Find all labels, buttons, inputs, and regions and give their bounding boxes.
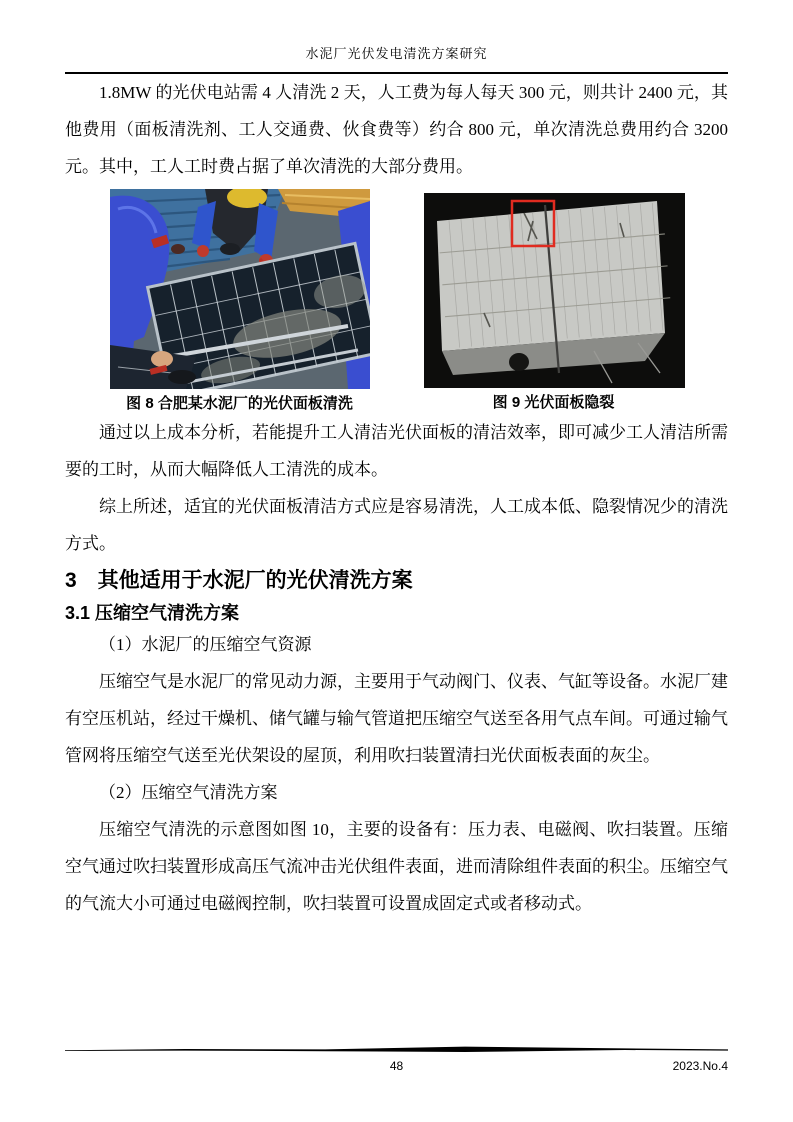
paragraph-analysis: 通过以上成本分析，若能提升工人清洁光伏面板的清洁效率，即可减少工人清洁所需要的工时，从而大幅降低人工清洗的成本。 — [65, 423, 728, 479]
list-item-2: （2）压缩空气清洗方案 — [99, 783, 278, 802]
page-content — [65, 46, 728, 922]
page-number: 48 — [389, 1059, 404, 1073]
running-head-title: 水泥厂光伏发电清洗方案研究 — [65, 46, 728, 74]
page-footer — [65, 1056, 728, 1076]
figure9-caption: 图 9 光伏面板隐裂 — [492, 394, 615, 411]
figure-8 — [110, 189, 370, 414]
paragraph-air-scheme: 压缩空气清洗的示意图如图 10，主要的设备有：压力表、电磁阀、吹扫装置。压缩空气通过吹扫装置形成高压气流冲击光伏组件表面，进而清除组件表面的积尘。压缩空气的气流大小可通过电磁阀控制，吹扫装置可设置成固定式或者移动式。 — [65, 820, 728, 913]
figure8-photo-panel-cleaning — [110, 189, 370, 389]
paragraph-air-resource: 压缩空气是水泥厂的常见动力源，主要用于气动阀门、仪表、气缸等设备。水泥厂建有空压机站，经过干燥机、储气罐与输气管道把压缩空气送至各用气点车间。可通过输气管网将压缩空气送至光伏架设的屋顶，利用吹扫装置清扫光伏面板表面的灰尘。 — [65, 672, 728, 765]
paragraph-cost-analysis: 1.8MW 的光伏电站需 4 人清洗 2 天，人工费为每人每天 300 元，则共计 2400 元，其他费用（面板清洗剂、工人交通费、伙食费等）约合 800 元，单次清洗总费用约合 3200 元。其中，工人工时费占据了单次清洗的大部分费用。 — [65, 83, 728, 176]
dark-object — [509, 353, 529, 371]
figure9-photo-panel-crack — [424, 193, 685, 388]
subsection-heading-3-1: 3.1 压缩空气清洗方案 — [65, 603, 240, 623]
section-heading-3: 3 其他适用于水泥厂的光伏清洗方案 — [65, 569, 413, 592]
red-glove-left — [197, 245, 209, 257]
paragraph-summary: 综上所述，适宜的光伏面板清洁方式应是容易清洗，人工成本低、隐裂情况少的清洗方式。 — [65, 497, 728, 553]
figure-9 — [424, 189, 684, 414]
figure-row — [65, 189, 728, 414]
list-item-1: （1）水泥厂的压缩空气资源 — [99, 635, 312, 654]
footer-rule — [65, 1046, 728, 1054]
figure8-caption: 图 8 合肥某水泥厂的光伏面板清洗 — [126, 395, 353, 412]
issue-label: 2023.No.4 — [672, 1059, 728, 1073]
